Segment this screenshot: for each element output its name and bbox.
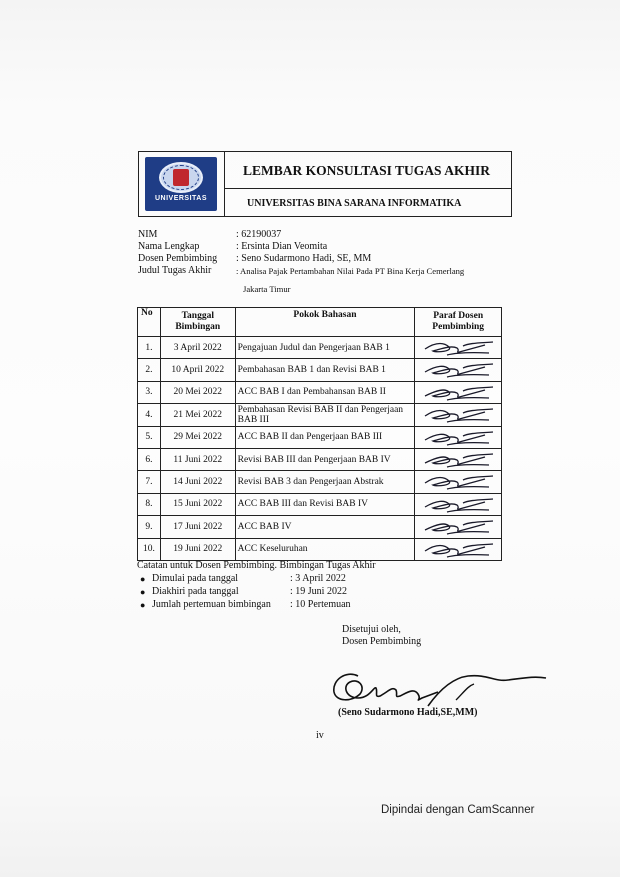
table-row xyxy=(138,426,502,448)
notes-start-value: : 3 April 2022 xyxy=(290,573,346,584)
header-paraf: Paraf Dosen Pembimbing xyxy=(415,308,502,337)
row-signature-cell xyxy=(415,426,502,448)
row-date: 17 Juni 2022 xyxy=(160,516,235,538)
row-signature-cell xyxy=(415,516,502,538)
row-number: 6. xyxy=(138,448,161,470)
dosen-label: Dosen Pembimbing xyxy=(138,253,218,264)
row-number: 4. xyxy=(138,404,161,426)
table-row xyxy=(138,538,502,560)
bullet-icon: ● xyxy=(140,574,146,584)
bullet-icon: ● xyxy=(140,600,146,610)
supervisor-name: (Seno Sudarmono Hadi,SE,MM) xyxy=(338,707,478,718)
row-number: 10. xyxy=(138,538,161,560)
row-date: 11 Juni 2022 xyxy=(160,448,235,470)
initials-signature xyxy=(423,339,497,357)
row-date: 3 April 2022 xyxy=(160,337,235,359)
row-date: 15 Juni 2022 xyxy=(160,493,235,515)
bullet-icon: ● xyxy=(140,587,146,597)
row-signature-cell xyxy=(415,493,502,515)
initials-signature xyxy=(423,473,497,491)
row-signature-cell xyxy=(415,359,502,381)
initials-signature xyxy=(423,541,497,559)
initials-signature xyxy=(423,518,497,536)
row-topic: Pembahasan BAB 1 dan Revisi BAB 1 xyxy=(235,359,415,381)
notes-count-value: : 10 Pertemuan xyxy=(290,599,351,610)
row-date: 19 Juni 2022 xyxy=(160,538,235,560)
page-number: iv xyxy=(316,730,324,741)
row-topic: Pengajuan Judul dan Pengerjaan BAB 1 xyxy=(235,337,415,359)
row-number: 1. xyxy=(138,337,161,359)
row-date: 20 Mei 2022 xyxy=(160,381,235,403)
nim-value: : 62190037 xyxy=(236,229,282,240)
row-date: 14 Juni 2022 xyxy=(160,471,235,493)
judul-label: Judul Tugas Akhir xyxy=(138,265,212,276)
row-signature-cell xyxy=(415,404,502,426)
table-row xyxy=(138,516,502,538)
initials-signature xyxy=(423,496,497,514)
row-topic: ACC BAB I dan Pembahansan BAB II xyxy=(235,381,415,403)
row-number: 5. xyxy=(138,426,161,448)
document-header xyxy=(138,151,512,217)
logo-cell xyxy=(139,152,225,216)
initials-signature xyxy=(423,429,497,447)
row-date: 29 Mei 2022 xyxy=(160,426,235,448)
row-topic: Revisi BAB 3 dan Pengerjaan Abstrak xyxy=(235,471,415,493)
row-topic: Revisi BAB III dan Pengerjaan BAB IV xyxy=(235,448,415,470)
table-row xyxy=(138,359,502,381)
header-pokok: Pokok Bahasan xyxy=(235,308,415,337)
document-title: LEMBAR KONSULTASI TUGAS AKHIR xyxy=(225,152,511,189)
row-signature-cell xyxy=(415,448,502,470)
initials-signature xyxy=(423,361,497,379)
row-number: 3. xyxy=(138,381,161,403)
nim-label: NIM xyxy=(138,229,158,240)
dosen-value: : Seno Sudarmono Hadi, SE, MM xyxy=(236,253,372,264)
judul-value: : Analisa Pajak Pertambahan Nilai Pada PT Bina Kerja Cemerlang xyxy=(236,266,465,276)
notes-title: Catatan untuk Dosen Pembimbing. Bimbingan Tugas Akhir xyxy=(137,560,376,571)
approval-line2: Dosen Pembimbing xyxy=(342,636,422,647)
row-signature-cell xyxy=(415,538,502,560)
table-row xyxy=(138,493,502,515)
row-date: 21 Mei 2022 xyxy=(160,404,235,426)
row-number: 8. xyxy=(138,493,161,515)
notes-start-label: Dimulai pada tanggal xyxy=(152,573,239,584)
initials-signature xyxy=(423,406,497,424)
initials-signature xyxy=(423,384,497,402)
notes-end-label: Diakhiri pada tanggal xyxy=(152,586,239,597)
notes-count-label: Jumlah pertemuan bimbingan xyxy=(152,599,271,610)
table-row xyxy=(138,404,502,426)
row-topic: ACC BAB IV xyxy=(235,516,415,538)
row-date: 10 April 2022 xyxy=(160,359,235,381)
row-signature-cell xyxy=(415,471,502,493)
nama-label: Nama Lengkap xyxy=(138,241,200,252)
consultation-table xyxy=(137,307,502,561)
row-number: 7. xyxy=(138,471,161,493)
university-name: UNIVERSITAS BINA SARANA INFORMATIKA xyxy=(247,198,462,209)
row-number: 9. xyxy=(138,516,161,538)
judul-value-2: Jakarta Timur xyxy=(243,284,291,294)
row-topic: ACC BAB II dan Pengerjaan BAB III xyxy=(235,426,415,448)
row-number: 2. xyxy=(138,359,161,381)
table-row xyxy=(138,337,502,359)
row-topic: Pembahasan Revisi BAB II dan Pengerjaan BAB III xyxy=(235,404,415,426)
nama-value: : Ersinta Dian Veomita xyxy=(236,241,328,252)
row-topic: ACC Keseluruhan xyxy=(235,538,415,560)
university-logo xyxy=(145,157,217,211)
header-tanggal: Tanggal Bimbingan xyxy=(160,308,235,337)
table-row xyxy=(138,471,502,493)
notes-end-value: : 19 Juni 2022 xyxy=(290,586,347,597)
row-signature-cell xyxy=(415,381,502,403)
row-topic: ACC BAB III dan Revisi BAB IV xyxy=(235,493,415,515)
approval-line1: Disetujui oleh, xyxy=(342,624,401,635)
header-no: No xyxy=(138,308,161,337)
supervisor-signature xyxy=(318,658,550,710)
scanner-watermark: Dipindai dengan CamScanner xyxy=(381,804,535,816)
table-row xyxy=(138,381,502,403)
table-header-row xyxy=(138,308,502,337)
logo-text: UNIVERSITAS xyxy=(154,195,208,202)
table-row xyxy=(138,448,502,470)
initials-signature xyxy=(423,451,497,469)
row-signature-cell xyxy=(415,337,502,359)
